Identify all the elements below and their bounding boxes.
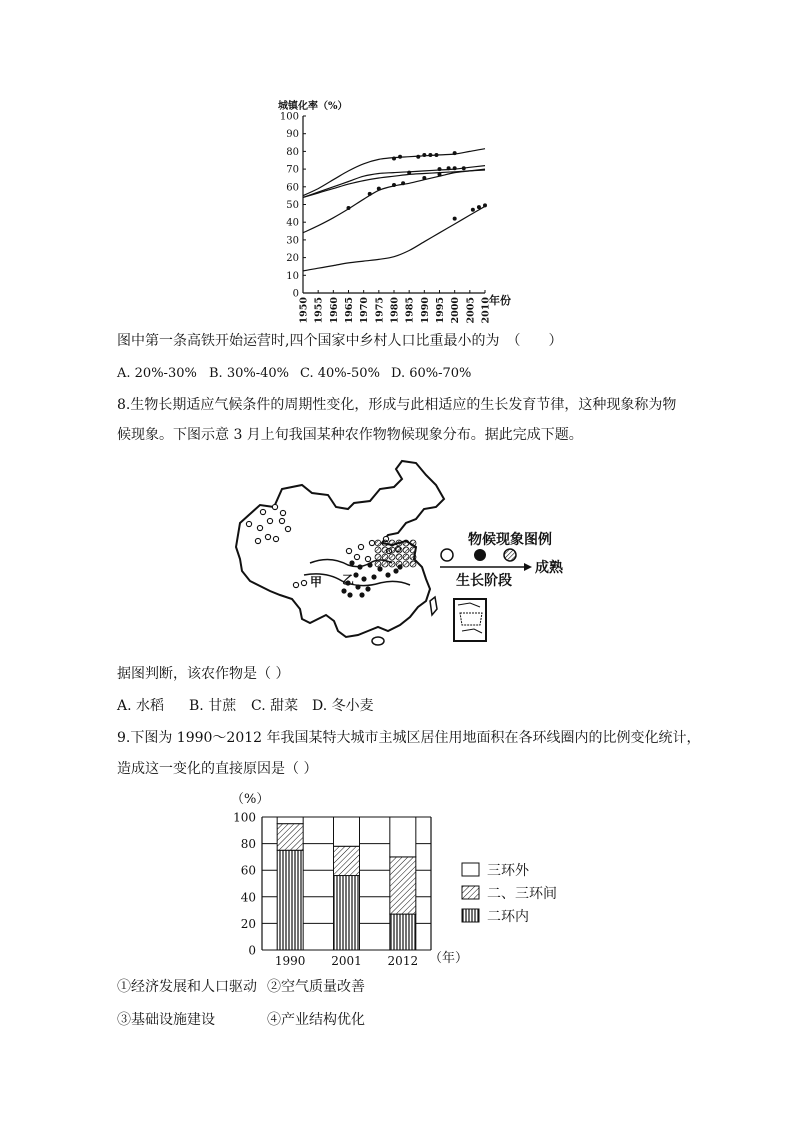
map-marker-open: [260, 509, 265, 514]
map-marker-filled: [357, 564, 362, 569]
map-marker-filled: [355, 584, 360, 589]
line-chart-x-tick-label: 2000: [450, 297, 462, 324]
map-marker-hatched: [375, 540, 381, 546]
line-chart-data-point: [453, 217, 457, 221]
q9-text-line-1: 9.下图为 1990～2012 年我国某特大城市主城区居住用地面积在各环线圈内的比例变化统计，: [117, 730, 701, 746]
legend-filled-circle: [474, 549, 486, 561]
map-marker-hatched: [375, 547, 381, 553]
q8-text-line-1: 8.生物长期适应气候条件的周期性变化，形成与此相适应的生长发育节律，这种现象称为物: [117, 397, 677, 413]
map-marker-filled: [371, 574, 376, 579]
q7-option-a[interactable]: A. 20%-30%: [117, 366, 197, 381]
q9-option-4[interactable]: ④产业结构优化: [267, 1012, 365, 1028]
map-marker-open: [255, 538, 260, 543]
map-marker-hatched: [389, 547, 395, 553]
bar-chart-y-tick-label: 100: [233, 810, 256, 825]
legend-arrow-head: [524, 563, 532, 571]
bar-chart-x-tick-label: 2012: [387, 954, 419, 968]
bar-segment-1990: [277, 817, 303, 824]
map-marker-hatched: [410, 554, 416, 560]
map-marker-hatched: [410, 540, 416, 546]
map-marker-hatched: [396, 540, 402, 546]
q8-option-c[interactable]: C. 甜菜: [251, 698, 299, 714]
line-chart-data-point: [438, 167, 442, 171]
map-marker-hatched: [403, 554, 409, 560]
map-marker-open: [301, 580, 306, 585]
q9-option-2[interactable]: ②空气质量改善: [267, 979, 365, 995]
map-label-jia: 甲: [310, 575, 323, 589]
q9-text-line-2: 造成这一变化的直接原因是（ ）: [117, 761, 318, 777]
map-marker-open: [365, 556, 370, 561]
map-marker-filled: [367, 562, 372, 567]
line-chart-x-tick-label: 1985: [404, 297, 416, 324]
line-chart-y-tick-label: 40: [286, 217, 299, 229]
line-chart-data-point: [447, 166, 451, 170]
bar-chart-xlabel: （年）: [429, 951, 469, 966]
line-chart-x-tick-label: 1960: [328, 297, 340, 324]
map-marker-hatched: [382, 561, 388, 567]
map-marker-hatched: [389, 540, 395, 546]
legend-stage-label: 生长阶段: [456, 573, 512, 589]
bar-chart-y-tick-label: 80: [240, 837, 256, 852]
map-marker-hatched: [375, 554, 381, 560]
line-chart-series-4: [303, 169, 485, 233]
line-chart-x-tick-label: 2005: [465, 297, 477, 324]
line-chart-data-point: [462, 166, 466, 170]
map-marker-open: [280, 510, 285, 515]
bar-segment-2012: [390, 914, 416, 950]
q8-option-a[interactable]: A. 水稻: [117, 698, 165, 714]
line-chart-x-tick-label: 1975: [374, 297, 386, 324]
line-chart-data-point: [471, 208, 475, 212]
q9-option-3[interactable]: ③基础设施建设: [117, 1012, 215, 1028]
line-chart-y-tick-label: 70: [286, 164, 299, 176]
line-chart-x-tick-label: 1965: [344, 297, 355, 324]
q7-option-c[interactable]: C. 40%-50%: [300, 366, 380, 381]
map-marker-filled: [359, 592, 364, 597]
line-chart-x-tick-label: 1995: [435, 297, 446, 324]
line-chart-data-point: [377, 187, 381, 191]
line-chart-y-tick-label: 60: [286, 182, 299, 194]
line-chart-y-tick-label: 0: [292, 288, 299, 300]
legend-end-label: 成熟: [535, 560, 563, 576]
line-chart-data-point: [422, 176, 426, 180]
q9-option-1[interactable]: ①经济发展和人口驱动: [117, 979, 257, 995]
line-chart-x-tick-label: 1990: [419, 297, 431, 324]
bar-segment-2001: [334, 876, 360, 950]
map-marker-hatched: [389, 554, 395, 560]
bar-segment-2001: [334, 817, 360, 846]
line-chart-data-point: [434, 153, 438, 157]
line-chart-y-tick-label: 30: [286, 235, 299, 247]
legend-label: 三环外: [487, 863, 529, 879]
map-marker-filled: [365, 586, 370, 591]
line-chart-xlabel: 年份: [489, 294, 511, 307]
map-marker-filled: [349, 560, 354, 565]
line-chart-data-point: [368, 192, 372, 196]
map-marker-open: [293, 582, 298, 587]
line-chart-y-tick-label: 80: [286, 146, 299, 158]
line-chart-y-tick-label: 50: [286, 200, 299, 211]
bar-segment-2012: [390, 817, 416, 857]
map-marker-hatched: [410, 561, 416, 567]
map-marker-hatched: [410, 547, 416, 553]
map-marker-open: [279, 518, 284, 523]
line-chart-y-tick-label: 20: [286, 253, 299, 265]
line-chart-data-point: [392, 183, 396, 187]
map-marker-open: [369, 540, 374, 545]
legend-swatch: [462, 863, 479, 876]
q8-text-line-2: 候现象。下图示意 3 月上旬我国某种农作物物候现象分布。据此完成下题。: [117, 427, 583, 443]
map-marker-filled: [385, 572, 390, 577]
map-marker-hatched: [389, 561, 395, 567]
line-chart-x-tick-label: 1955: [313, 297, 325, 324]
legend-swatch: [462, 909, 479, 922]
residential-land-bar-chart: [225, 785, 575, 970]
q8-option-b[interactable]: B. 甘蔗: [189, 698, 237, 714]
legend-open-circle: [441, 549, 453, 561]
q7-option-b[interactable]: B. 30%-40%: [209, 366, 289, 381]
bar-chart-y-tick-label: 60: [240, 863, 256, 878]
line-chart-data-point: [453, 166, 457, 170]
map-marker-hatched: [382, 540, 388, 546]
line-chart-data-point: [392, 156, 396, 160]
map-marker-hatched: [396, 554, 402, 560]
map-marker-filled: [393, 568, 398, 573]
line-chart-y-tick-label: 10: [286, 270, 299, 282]
map-marker-hatched: [375, 561, 381, 567]
map-marker-open: [265, 534, 270, 539]
map-marker-open: [272, 504, 277, 509]
map-marker-filled: [361, 576, 366, 581]
map-marker-filled: [341, 588, 346, 593]
bar-chart-y-tick-label: 20: [240, 916, 256, 931]
bar-segment-1990: [277, 824, 303, 851]
bar-chart-ylabel: （%）: [231, 792, 270, 807]
map-marker-filled: [377, 566, 382, 571]
map-marker-hatched: [403, 547, 409, 553]
line-chart-series-5: [303, 206, 485, 271]
map-marker-open: [346, 548, 351, 553]
line-chart-x-tick-label: 1980: [389, 297, 401, 324]
legend-title: 物候现象图例: [468, 532, 552, 548]
map-marker-filled: [353, 572, 358, 577]
line-chart-data-point: [483, 203, 487, 207]
line-chart-y-tick-label: 100: [279, 111, 299, 123]
urbanization-line-chart: [240, 90, 560, 330]
map-marker-filled: [347, 592, 352, 597]
line-chart-data-point: [428, 153, 432, 157]
map-marker-open: [257, 525, 262, 530]
taiwan-island: [430, 597, 437, 615]
map-marker-hatched: [382, 554, 388, 560]
map-marker-hatched: [382, 547, 388, 553]
map-marker-open: [246, 521, 251, 526]
legend-swatch: [462, 886, 479, 899]
line-chart-ylabel: 城镇化率（%）: [278, 101, 348, 112]
line-chart-x-tick-label: 1950: [298, 297, 310, 324]
line-chart-data-point: [407, 171, 411, 175]
map-marker-open: [354, 554, 359, 559]
map-marker-hatched: [403, 561, 409, 567]
q7-stem: 图中第一条高铁开始运营时,四个国家中乡村人口比重最小的为 （ ）: [117, 333, 563, 349]
line-chart-data-point: [477, 205, 481, 209]
map-label-yi: 乙: [342, 573, 355, 587]
bar-chart-x-tick-label: 1990: [274, 954, 306, 968]
map-marker-hatched: [403, 540, 409, 546]
legend-hatched-circle: [504, 549, 516, 561]
line-chart-x-tick-label: 2010: [480, 297, 492, 324]
line-chart-data-point: [401, 181, 405, 185]
china-phenology-map: [230, 455, 590, 655]
line-chart-data-point: [422, 153, 426, 157]
legend-label: 二环内: [487, 909, 529, 925]
map-marker-filled: [397, 564, 402, 569]
bar-segment-1990: [277, 850, 303, 950]
legend-label: 二、三环间: [487, 886, 557, 902]
bar-chart-x-tick-label: 2001: [331, 954, 362, 968]
line-chart-data-point: [453, 151, 457, 155]
line-chart-data-point: [398, 155, 402, 159]
map-marker-open: [358, 544, 363, 549]
q8-stem: 据图判断，该农作物是（ ）: [117, 666, 290, 682]
bar-segment-2001: [334, 846, 360, 875]
line-chart-data-point: [416, 155, 420, 159]
q8-option-d[interactable]: D. 冬小麦: [312, 698, 374, 714]
line-chart-data-point: [438, 172, 442, 176]
line-chart-y-tick-label: 90: [286, 129, 299, 141]
line-chart-x-tick-label: 1970: [359, 297, 371, 324]
map-marker-hatched: [396, 547, 402, 553]
q7-option-d[interactable]: D. 60%-70%: [391, 366, 472, 381]
bar-chart-y-tick-label: 0: [248, 943, 256, 958]
map-marker-open: [273, 536, 278, 541]
bar-segment-2012: [390, 857, 416, 914]
bar-chart-y-tick-label: 40: [240, 890, 256, 905]
hainan-island: [372, 637, 384, 645]
map-marker-open: [285, 526, 290, 531]
line-chart-data-point: [347, 206, 351, 210]
map-marker-open: [267, 518, 272, 523]
